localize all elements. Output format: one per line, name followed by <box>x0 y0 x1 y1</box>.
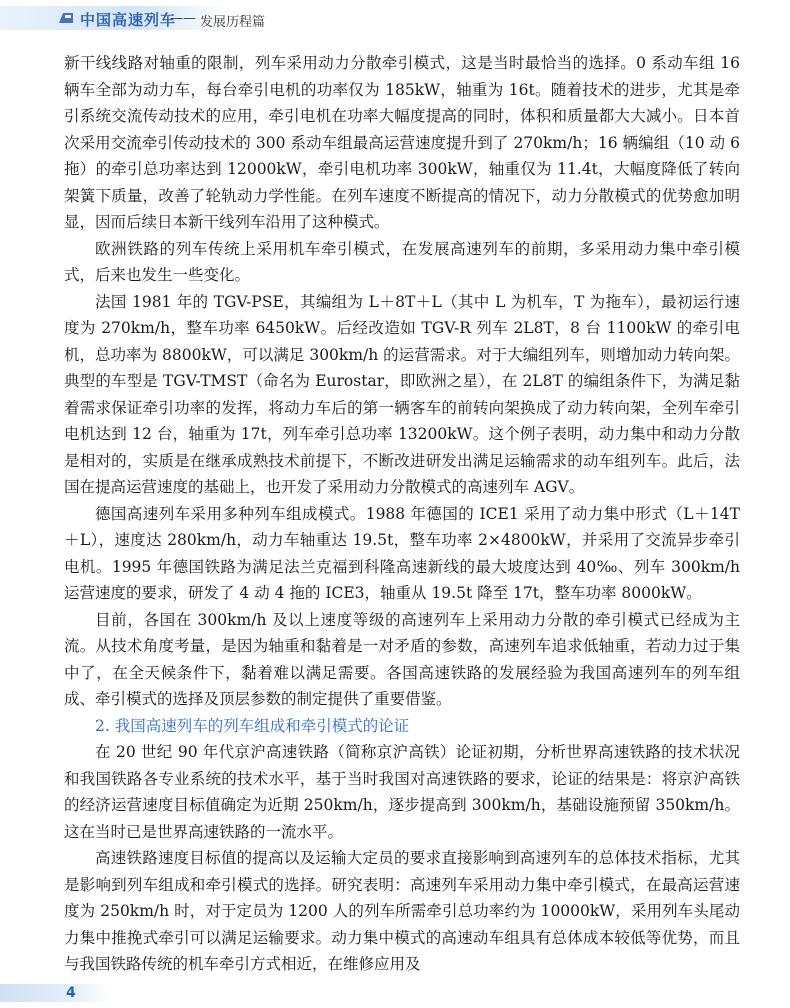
page-number: 4 <box>66 985 76 1001</box>
paragraph: 法国 1981 年的 TGV-PSE，其编组为 L＋8T＋L（其中 L 为机车，T 为拖车），最初运行速度为 270km/h，整车功率 6450kW。后经改造如 TGV-R 列车 2L8T，8 台 1100kW 的牵引电机，总功率为 8800kW，可以满足 300km/h 的运营需求。对于大编组列车，则增加动力转向架。典型的车型是 TGV-TMST（命名为 Eurostar，即欧洲之星），在 2L8T 的编组条件下，为满足黏着需求保证牵引功率的发挥，将动力车后的第一辆客车的前转向架换成了动力转向架，全列车牵引电机达到 12 台，轴重为 17t，列车牵引总功率 13200kW。这个例子表明，动力集中和动力分散是相对的，实质是在继承成熟技术前提下，不断改进研发出满足运输需求的动车组列车。此后，法国在提高运营速度的基础上，也开发了采用动力分散模式的高速列车 AGV。 <box>64 292 740 496</box>
footer-band <box>0 984 110 1002</box>
book-title: 中国高速列车 <box>80 11 177 29</box>
page-body <box>64 50 740 978</box>
paragraph: 新干线线路对轴重的限制，列车采用动力分散牵引模式，这是当时最恰当的选择。0 系动车组 16 辆车全部为动力车，每台牵引电机的功率仅为 185kW，轴重为 16t。随着技术的进步，尤其是牵引系统交流传动技术的应用，牵引电机在功率大幅度提高的同时，体积和质量都大大减小。日本首次采用交流牵引传动技术的 300 系动车组最高运营速度提升到了 270km/h；16 辆编组（10 动 6 拖）的牵引总功率达到 12000kW，牵引电机功率 300kW，轴重仅为 11.4t，大幅度降低了转向架簧下质量，改善了轮轨动力学性能。在列车速度不断提高的情况下，动力分散模式的优势愈加明显，因而后续日本新干线列车沿用了这种模式。 <box>64 54 740 231</box>
page-header <box>0 0 790 40</box>
paragraph: 德国高速列车采用多种列车组成模式。1988 年德国的 ICE1 采用了动力集中形式（L＋14T＋L），速度达 280km/h，动力车轴重达 19.5t，整车功率 2×4800kW，并采用了交流异步牵引电机。1995 年德国铁路为满足法兰克福到科隆高速新线的最大坡度达到 40‰、列车 300km/h 运营速度的要求，研发了 4 动 4 拖的 ICE3，轴重从 19.5t 降至 17t，整车功率 8000kW。 <box>64 504 740 602</box>
book-subtitle: 发展历程篇 <box>200 15 266 30</box>
header-dash: —— <box>170 11 196 26</box>
paragraph: 欧洲铁路的列车传统上采用机车牵引模式，在发展高速列车的前期，多采用动力集中牵引模式，后来也发生一些变化。 <box>64 239 740 284</box>
paragraph: 目前，各国在 300km/h 及以上速度等级的高速列车上采用动力分散的牵引模式已经成为主流。从技术角度考量，是因为轴重和黏着是一对矛盾的参数，高速列车追求低轴重，若动力过于集中了，在全天候条件下，黏着难以满足需要。各国高速铁路的发展经验为我国高速列车的列车组成、牵引模式的选择及顶层参数的制定提供了重要借鉴。 <box>64 610 740 708</box>
train-logo-icon <box>58 11 74 25</box>
paragraph: 高速铁路速度目标值的提高以及运输大定员的要求直接影响到高速列车的总体技术指标，尤其是影响到列车组成和牵引模式的选择。研究表明：高速列车采用动力集中牵引模式，在最高运营速度为 250km/h 时，对于定员为 1200 人的列车所需牵引总功率约为 10000kW，采用列车头尾动力集中推挽式牵引可以满足运输要求。动力集中模式的高速动车组具有总体成本较低等优势，而且与我国铁路传统的机车牵引方式相近，在维修应用及 <box>64 849 740 973</box>
section-heading: 2. 我国高速列车的列车组成和牵引模式的论证 <box>95 716 410 735</box>
paragraph: 在 20 世纪 90 年代京沪高速铁路（简称京沪高铁）论证初期，分析世界高速铁路的技术状况和我国铁路各专业系统的技术水平，基于当时我国对高速铁路的要求，论证的结果是：将京沪高铁的经济运营速度目标值确定为近期 250km/h，逐步提高到 300km/h，基础设施预留 350km/h。这在当时已是世界高速铁路的一流水平。 <box>64 743 740 841</box>
